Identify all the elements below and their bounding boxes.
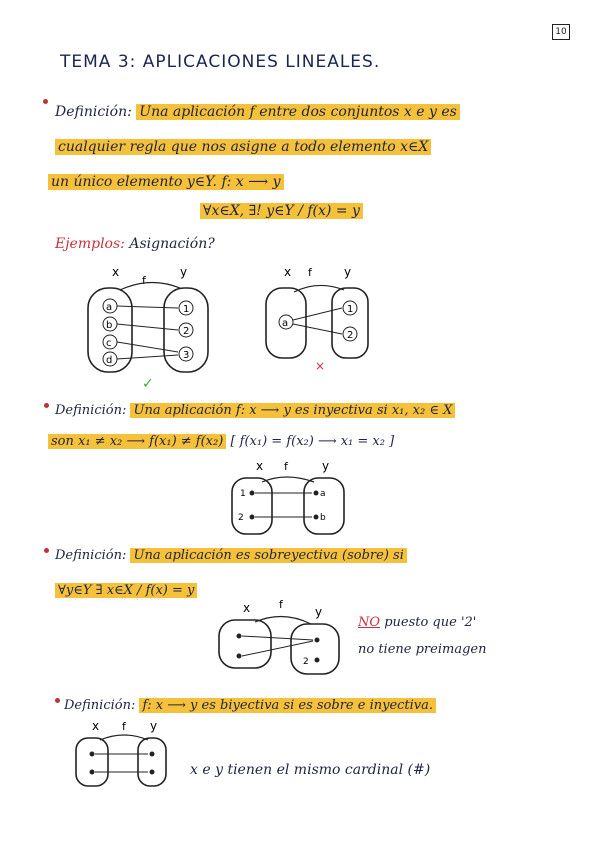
- def4-point-d2: [90, 770, 95, 775]
- bullet-def2: [44, 403, 49, 408]
- def2-point-a: [314, 491, 319, 496]
- def3-diagram: [215, 598, 345, 678]
- page-title: TEMA 3: APLICACIONES LINEALES.: [60, 52, 381, 72]
- ex-left-3: 3: [183, 350, 190, 361]
- def2-point-1: [250, 491, 255, 496]
- def2-d2: 2: [238, 513, 244, 523]
- def4-point-c1: [150, 752, 155, 757]
- def3-x-label: x: [243, 601, 251, 615]
- def3-point-d1: [237, 634, 242, 639]
- def2-cb: b: [320, 513, 326, 523]
- def4-label: Definición:: [64, 698, 136, 713]
- def1-line1: [55, 104, 460, 120]
- def4-diagram: [72, 718, 172, 790]
- def1-text2: cualquier regla que nos asigne a todo elemento x∈X: [55, 139, 431, 155]
- page-number: 10: [552, 24, 570, 40]
- examples-label: Ejemplos:: [55, 236, 125, 252]
- def3-codomain-set: [291, 624, 339, 674]
- def4-note: x e y tienen el mismo cardinal (#): [190, 762, 431, 778]
- def2-d1: 1: [240, 489, 246, 499]
- def4-y-label: y: [150, 719, 158, 733]
- def3-note2: no tiene preimagen: [358, 642, 487, 657]
- ex-left-arrow-c: [117, 342, 178, 352]
- ex-right-arrow-2: [293, 324, 342, 334]
- def3-note1-text: puesto que '2': [384, 615, 477, 630]
- def3-y-label: y: [315, 605, 323, 619]
- def3-arrow-1: [242, 636, 313, 640]
- bullet-def4: [55, 698, 60, 703]
- bullet-def3: [44, 548, 49, 553]
- def2-domain-set: [232, 478, 272, 534]
- def2-text2: son x₁ ≠ x₂ ⟶ f(x₁) ≠ f(x₂): [48, 434, 226, 449]
- def4-point-d1: [90, 752, 95, 757]
- ex-left-f-label: f: [142, 274, 146, 287]
- def3-point-c1: [315, 638, 320, 643]
- ex-left-checkmark: ✓: [142, 376, 154, 392]
- def3-line2: [55, 583, 197, 598]
- def3-note1: [358, 615, 476, 630]
- ex-left-y-label: y: [180, 265, 188, 279]
- ex-left-arrow-a: [117, 306, 178, 308]
- ex-right-x-label: x: [284, 265, 292, 279]
- ex-left-f-arrow: [120, 282, 180, 290]
- def3-point-d2: [237, 654, 242, 659]
- examples-line: [55, 236, 215, 252]
- ex-left-arrow-d: [117, 355, 178, 359]
- def1-label: Definición:: [55, 104, 132, 120]
- ex-right-cross: ×: [315, 359, 326, 373]
- def1-line3: [48, 174, 284, 190]
- def1-formula: [200, 203, 363, 219]
- ex-left-a: a: [106, 302, 113, 313]
- def3-line1: [55, 548, 407, 563]
- ex-right-1: 1: [347, 304, 354, 315]
- def2-diagram: [228, 460, 348, 540]
- def2-codomain-set: [304, 478, 344, 534]
- def2-line1: [55, 403, 455, 418]
- ex-right-y-label: y: [344, 265, 352, 279]
- def4-line1: [64, 698, 436, 713]
- ex-left-2: 2: [183, 326, 190, 337]
- def2-line2: [48, 434, 394, 449]
- def4-text1: f: x ⟶ y es biyectiva si es sobre e inyectiva.: [139, 698, 436, 713]
- def4-codomain-set: [138, 738, 166, 786]
- example-left-diagram: [80, 262, 230, 392]
- def4-x-label: x: [92, 719, 100, 733]
- def1-formula-text: ∀x∈X, ∃! y∈Y / f(x) = y: [200, 203, 363, 219]
- bullet-def1: [43, 99, 48, 104]
- ex-left-1: 1: [183, 304, 190, 315]
- def4-f-label: f: [122, 720, 126, 733]
- def2-y-label: y: [322, 459, 330, 473]
- def2-label: Definición:: [55, 403, 127, 418]
- def3-point-c2: [315, 658, 320, 663]
- def3-no: NO: [358, 615, 381, 630]
- def2-f-label: f: [284, 460, 288, 473]
- ex-right-2: 2: [347, 330, 354, 341]
- ex-left-x-label: x: [112, 265, 120, 279]
- def3-text1: Una aplicación es sobreyectiva (sobre) si: [130, 548, 406, 563]
- ex-left-d: d: [106, 355, 113, 366]
- def4-f-arrow: [100, 735, 148, 740]
- def1-text3: un único elemento y∈Y. f: x ⟶ y: [48, 174, 284, 190]
- examples-question: Asignación?: [129, 236, 215, 252]
- def2-ca: a: [320, 489, 326, 499]
- def3-domain-set: [219, 620, 271, 668]
- def2-point-2: [250, 515, 255, 520]
- ex-right-codomain-set: [332, 288, 368, 358]
- def2-x-label: x: [256, 459, 264, 473]
- def2-bracket: [ f(x₁) = f(x₂) ⟶ x₁ = x₂ ]: [230, 434, 395, 449]
- ex-right-f-label: f: [308, 266, 312, 279]
- def4-point-c2: [150, 770, 155, 775]
- def2-f-arrow: [262, 477, 314, 482]
- ex-left-arrow-b: [117, 324, 178, 330]
- example-right-diagram: [260, 262, 380, 374]
- def2-point-b: [314, 515, 319, 520]
- def3-c2-label: 2: [303, 657, 309, 667]
- def1-text1: Una aplicación f entre dos conjuntos x e y es: [136, 104, 460, 120]
- def3-label: Definición:: [55, 548, 127, 563]
- def1-line2: [55, 139, 431, 155]
- ex-left-c: c: [106, 338, 112, 349]
- def3-text2: ∀y∈Y ∃ x∈X / f(x) = y: [55, 583, 197, 598]
- def2-text1: Una aplicación f: x ⟶ y es inyectiva si x₁, x₂ ∈ X: [130, 403, 455, 418]
- def3-arrow-2: [242, 641, 313, 656]
- def4-domain-set: [76, 738, 108, 786]
- def3-f-label: f: [279, 598, 283, 611]
- ex-left-b: b: [106, 320, 113, 331]
- ex-right-arrow-1: [293, 308, 342, 320]
- ex-right-a: a: [282, 318, 289, 329]
